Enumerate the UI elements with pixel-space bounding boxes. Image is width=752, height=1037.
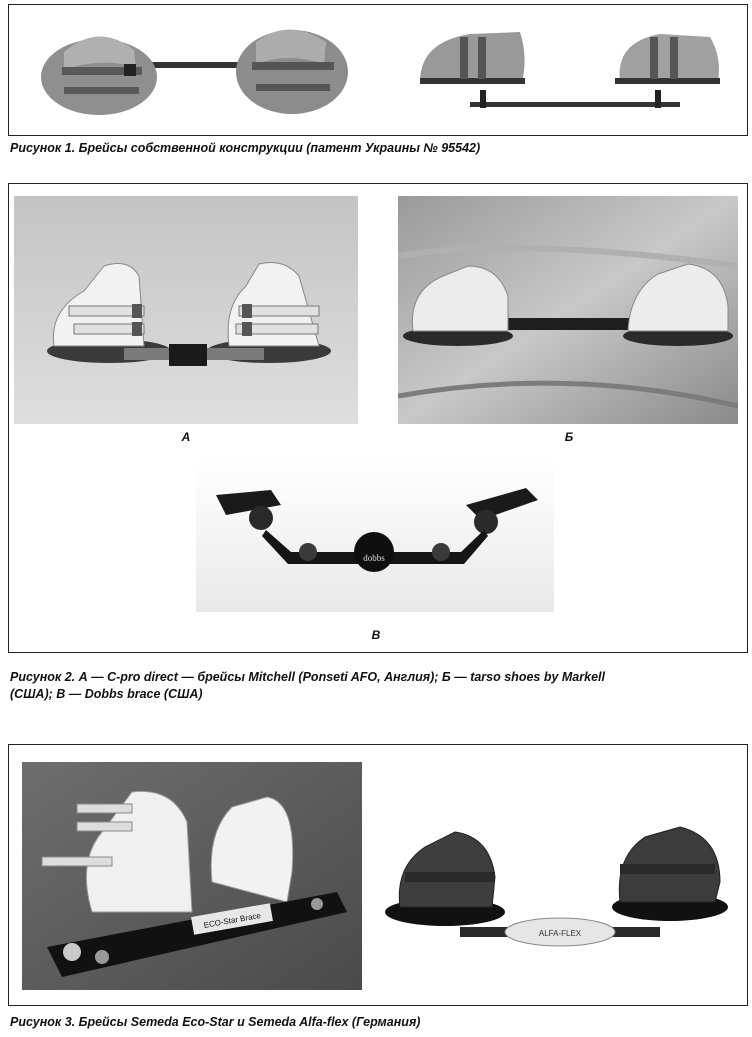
dobbs-brand-text: dobbs	[363, 553, 385, 563]
figure-1-photo-right	[410, 12, 740, 124]
figure-2-photo-b	[398, 196, 738, 424]
figure-2-label-b: Б	[564, 430, 574, 444]
figure-3-caption: Рисунок 3. Брейсы Semeda Eco-Star и Semeda Alfa-flex (Германия)	[10, 1015, 421, 1029]
figure-2-photo-v	[196, 460, 554, 612]
figure-3-photo-eco-star	[22, 762, 362, 990]
figure-2-label-v: В	[371, 628, 381, 642]
alfa-flex-label: ALFA-FLEX	[538, 929, 582, 938]
eco-star-label: ECO-Star Brace	[203, 911, 262, 930]
figure-1-caption: Рисунок 1. Брейсы собственной конструкции (патент Украины № 95542)	[10, 141, 481, 155]
figure-1-photo-left	[24, 12, 364, 124]
figure-2-caption-line-2: (США); В — Dobbs brace (США)	[10, 687, 203, 701]
figure-2-label-a: А	[181, 430, 191, 444]
figure-2-photo-a	[14, 196, 358, 424]
figure-3-photo-alfa-flex	[380, 812, 740, 982]
figure-2-caption-line-1: Рисунок 2. А — С-pro direct — брейсы Mitchell (Ponseti AFO, Англия); Б — tarso shoes by Markell	[10, 670, 605, 684]
